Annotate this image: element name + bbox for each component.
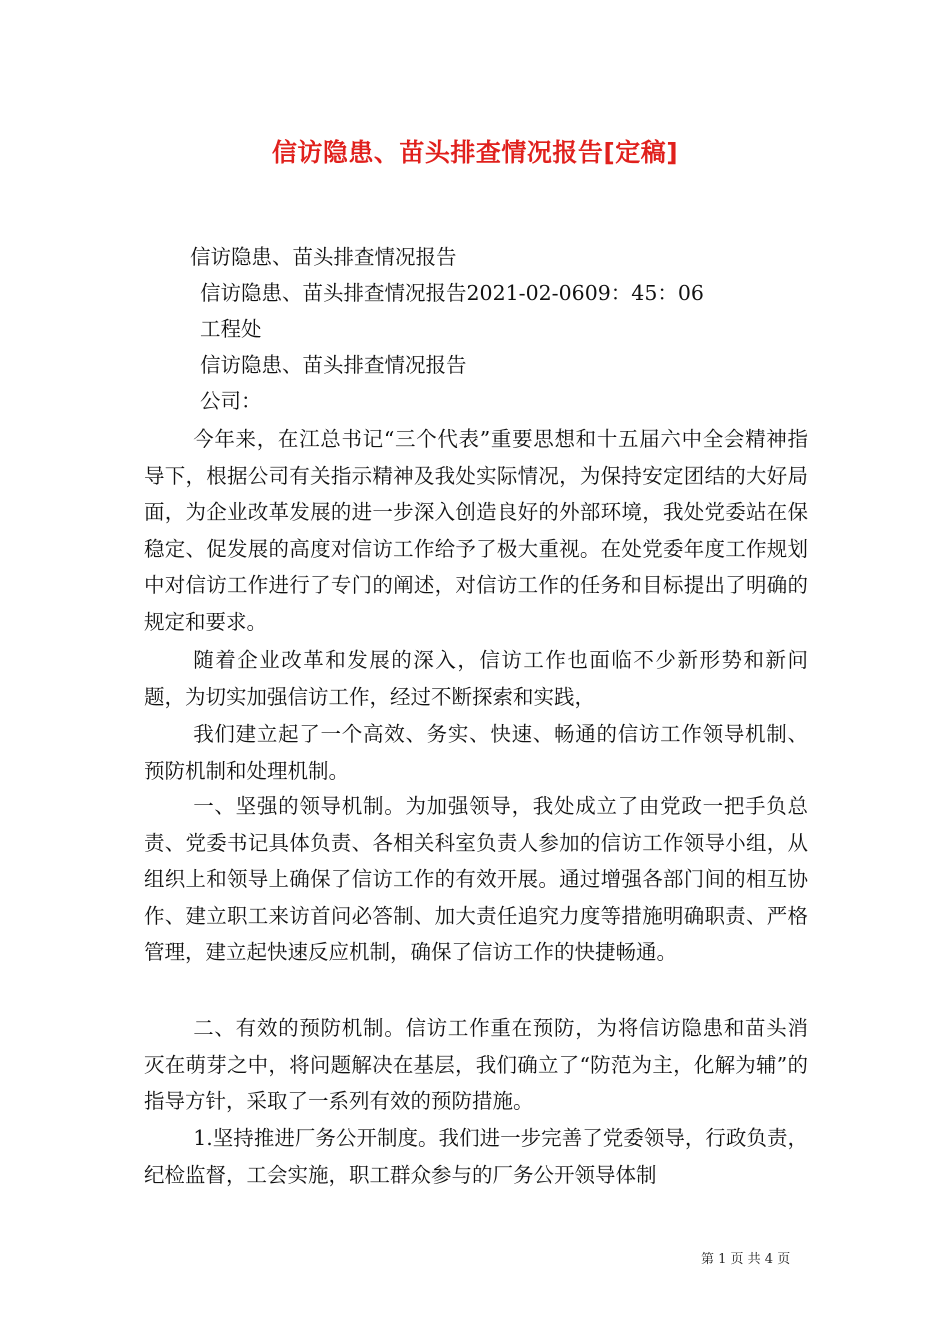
paragraph-3: 我们建立起了一个高效、务实、快速、畅通的信访工作领导机制、预防机制和处理机制。 [144, 722, 808, 783]
source-line: 信访隐患、苗头排查情况报告2021-02-0609：45：06 [200, 281, 704, 305]
paragraph-5: 二、有效的预防机制。信访工作重在预防，为将信访隐患和苗头消灭在萌芽之中，将问题解决在基层，我们确立了“防范为主，化解为辅”的指导方针，采取了一系列有效的预防措施。 [144, 1016, 808, 1113]
paragraph-4: 一、坚强的领导机制。为加强领导，我处成立了由党政一把手负总责、党委书记具体负责、各相关科室负责人参加的信访工作领导小组，从组织上和领导上确保了信访工作的有效开展。通过增强各部门间的相互协作、建立职工来访首问必答制、加大责任追究力度等措施明确职责、严格管理，建立起快速反应机制，确保了信访工作的快捷畅通。 [144, 794, 808, 964]
salutation: 公司： [200, 389, 262, 413]
page-number: 第 1 页 共 4 页 [701, 1252, 791, 1267]
paragraph-2: 随着企业改革和发展的深入，信访工作也面临不少新形势和新问题，为切实加强信访工作，经过不断探索和实践， [144, 648, 808, 709]
document-title: 信访隐患、苗头排查情况报告[定稿] [271, 138, 679, 167]
paragraph-1: 今年来，在江总书记“三个代表”重要思想和十五届六中全会精神指导下，根据公司有关指示精神及我处实际情况，为保持安定团结的大好局面，为企业改革发展的进一步深入创造良好的外部环境，我处党委站在保稳定、促发展的高度对信访工作给予了极大重视。在处党委年度工作规划中对信访工作进行了专门的阐述，对信访工作的任务和目标提出了明确的规定和要求。 [144, 427, 808, 634]
department: 工程处 [200, 317, 262, 341]
subtitle: 信访隐患、苗头排查情况报告 [190, 245, 457, 269]
subtitle-2: 信访隐患、苗头排查情况报告 [200, 353, 467, 377]
paragraph-6: 1.坚持推进厂务公开制度。我们进一步完善了党委领导，行政负责，纪检监督，工会实施，职工群众参与的厂务公开领导体制 [144, 1126, 808, 1187]
